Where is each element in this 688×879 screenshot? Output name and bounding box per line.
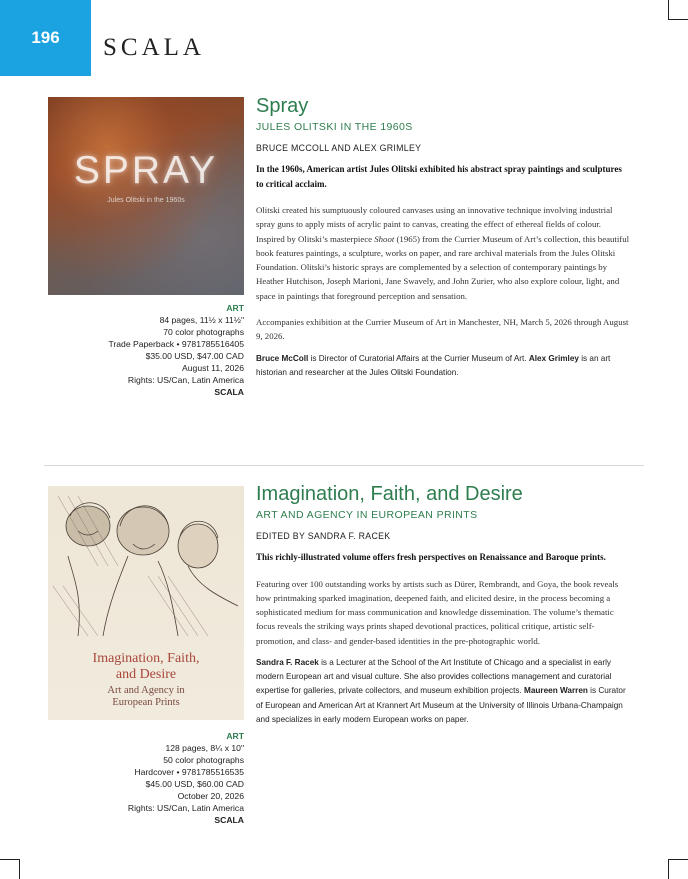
book-category: ART	[226, 731, 244, 741]
crop-mark	[0, 859, 20, 860]
book-publisher: SCALA	[214, 387, 244, 397]
author-name: Bruce McColl	[256, 353, 309, 363]
book-pages: 84 pages, 11½ x 11½"	[159, 315, 244, 325]
book-authors: BRUCE MCCOLL AND ALEX GRIMLEY	[256, 143, 422, 153]
book-description	[256, 203, 630, 303]
artwork-title: Shoot	[374, 233, 395, 244]
book-lead: This richly-illustrated volume offers fresh perspectives on Renaissance and Baroque prints.	[256, 552, 606, 562]
author-name: Alex Grimley	[528, 353, 579, 363]
book-entry-imagination	[256, 482, 630, 727]
cover-subtitle-line: Art and Agency in	[107, 685, 185, 696]
bio-text: is Curator of European and American Art at Krannert Art Museum at the University of Illinois Urbana-Champaign and specializes in early modern European works on paper.	[256, 686, 626, 724]
book-format-isbn: Hardcover • 9781785516535	[134, 767, 244, 777]
publisher-brand: SCALA	[103, 34, 205, 61]
book-description: Featuring over 100 outstanding works by artists such as Dürer, Rembrandt, and Goya, the book reveals how printmaking sparked imagination, deepened faith, and elicited desire, in the process becoming a sophisticated medium for mass communication and knowledge dissemination. The volume’s thematic focus reveals the striking ways prints shaped devotional practices, political critique, artistic self-promotion, and class- and gender-based identities in the pre-photographic world.	[256, 578, 619, 646]
crop-mark	[668, 19, 688, 20]
crop-mark	[668, 859, 669, 879]
author-name: Sandra F. Racek	[256, 657, 319, 667]
book-category: ART	[226, 303, 244, 313]
cover-title-line: Imagination, Faith,	[92, 651, 200, 666]
book-specs	[48, 730, 244, 826]
book-illustrations: 70 color photographs	[163, 327, 244, 337]
book-cover-spray	[48, 97, 244, 295]
book-price: $35.00 USD, $47.00 CAD	[145, 351, 244, 361]
book-pages: 128 pages, 8¼ x 10"	[165, 743, 244, 753]
bio-text: is a Lecturer at the School of the Art Institute of Chicago and a specialist in early modern European art and visual culture. She also provides collections management and curatorial expertise for galleries, private collectors, and museum exhibition projects.	[256, 657, 612, 696]
book-title: Imagination, Faith, and Desire	[256, 483, 523, 505]
book-lead: In the 1960s, American artist Jules Olitski exhibited his abstract spray paintings and sculptures to critical acclaim.	[256, 164, 622, 189]
page-number: 196	[0, 0, 91, 76]
author-name: Maureen Warren	[524, 686, 588, 696]
engraving-illustration	[48, 486, 244, 646]
book-exhibition-note: Accompanies exhibition at the Currier Museum of Art in Manchester, NH, March 5, 2026 through August 9, 2026.	[256, 317, 629, 342]
book-rights: Rights: US/Can, Latin America	[127, 375, 244, 385]
book-subtitle: JULES OLITSKI IN THE 1960S	[256, 121, 413, 133]
book-subtitle: ART AND AGENCY IN EUROPEAN PRINTS	[256, 509, 478, 521]
book-publisher: SCALA	[214, 815, 244, 825]
bio-text: is an art historian and researcher at the Jules Olitski Foundation.	[256, 353, 611, 377]
book-authors: EDITED BY SANDRA F. RACEK	[256, 531, 391, 541]
cover-title	[48, 651, 244, 683]
book-rights: Rights: US/Can, Latin America	[127, 803, 244, 813]
book-format-isbn: Trade Paperback • 9781785516405	[108, 339, 244, 349]
crop-mark	[668, 859, 688, 860]
book-date: August 11, 2026	[182, 363, 244, 373]
description-text: Olitski created his sumptuously coloured canvases using an innovative technique involving industrial spray guns to apply mists of acrylic paint to canvas, creating the effect of ethereal fields of colour. Inspired by Olitski’s masterpiece	[256, 205, 613, 244]
description-text: (1965) from the Currier Museum of Art’s collection, this beautiful book features paintings, a sculpture, works on paper, and rare archival materials from the Jules Olitski Foundation. Olitski’s historic sprays are complemented by a selection of contemporary paintings by Heather Hutchison, Joseph Marioni, Jane Swavely, and John Zurier, who also explore colour, light, and space in paintings that foreground perception and sensation.	[256, 233, 630, 301]
book-date: October 20, 2026	[177, 791, 244, 801]
crop-mark	[19, 859, 20, 879]
section-divider	[44, 465, 644, 466]
cover-subtitle	[48, 685, 244, 709]
bio-text: is Director of Curatorial Affairs at the Currier Museum of Art.	[308, 353, 529, 363]
cover-subtitle: Jules Olitski in the 1960s	[107, 197, 185, 204]
author-bio	[256, 352, 630, 380]
crop-mark	[668, 0, 669, 20]
book-specs	[48, 302, 244, 398]
book-entry-spray	[256, 94, 630, 380]
author-bio	[256, 656, 630, 727]
cover-title-line: and Desire	[115, 667, 177, 682]
book-illustrations: 50 color photographs	[163, 755, 244, 765]
cover-title: SPRAY	[73, 149, 219, 192]
book-cover-imagination	[48, 486, 244, 720]
book-price: $45.00 USD, $60.00 CAD	[145, 779, 244, 789]
cover-subtitle-line: European Prints	[112, 697, 180, 708]
book-title: Spray	[256, 95, 309, 117]
